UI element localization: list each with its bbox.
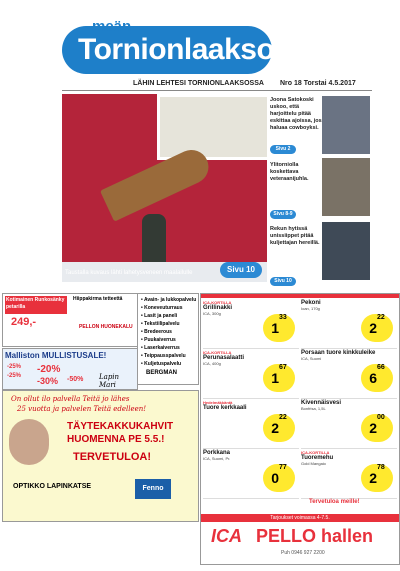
side-photo-1[interactable] — [322, 96, 370, 154]
offer-price-cents: 33 — [279, 314, 287, 321]
masthead-subtitle: LÄHIN LEHTESI TORNIONLAAKSOSSA — [133, 80, 264, 87]
offer-name: Kivennäisvesi — [301, 400, 342, 406]
ad-malliston-pct4: -30% — [37, 376, 59, 386]
ad-malliston-pct1: -25% — [7, 364, 22, 370]
ica-top-bar — [201, 294, 399, 298]
service-item: • Avain- ja lukkopalvelu — [141, 297, 197, 303]
offer-price-whole: 2 — [369, 320, 377, 336]
service-item: • Puukaiverrus — [141, 337, 176, 343]
ica-right-offer[interactable] — [301, 450, 397, 499]
offer-price — [361, 364, 393, 392]
service-item: • Lasit ja paneli — [141, 313, 178, 319]
offer-price-whole: 2 — [271, 420, 279, 436]
ad-malliston-pct2: -20% — [37, 364, 61, 375]
offer-sub: ICA, Suomi — [301, 356, 322, 361]
side-badge-2[interactable]: Sivu 8-9 — [270, 210, 296, 219]
ica-logo: ICA — [211, 526, 242, 546]
ad-furniture-title2: Hiippakirma tetteettä — [73, 296, 123, 302]
ica-right-offer[interactable] — [301, 300, 397, 349]
lead-photo[interactable] — [62, 94, 267, 282]
offer-price — [361, 414, 393, 442]
masthead-mean: meän — [92, 18, 132, 35]
offer-price-cents: 77 — [279, 464, 287, 471]
offer-name: Perunasalaatti — [203, 355, 245, 361]
offer-price-whole: 1 — [271, 320, 279, 336]
offer-kind: ICA-KORTILLA — [203, 300, 232, 305]
offer-name: Pekoni — [301, 300, 321, 306]
offer-price — [263, 364, 295, 392]
offer-price — [263, 414, 295, 442]
side-story-1[interactable]: Joona Satokoski uskoo, että harjoittelu pitää eskittaa ajoissa, jos haluaa cowboyksi. — [270, 97, 322, 131]
side-story-3[interactable]: Rekun hytissä unissiippet pitää kuljettajan hereillä. — [270, 226, 320, 246]
service-item: • Tekstiilipalvelu — [141, 321, 180, 327]
ica-right-offer[interactable] — [301, 400, 397, 449]
ad-optikko-line1: On ollut ilo palvella Teitä jo lähes — [11, 395, 130, 403]
masthead-title: Tornionlaakso — [78, 33, 275, 66]
ica-left-offer[interactable] — [203, 400, 299, 449]
ad-services-list — [141, 296, 197, 368]
side-badge-1[interactable]: Sivu 2 — [270, 145, 296, 154]
ad-malliston-title: Malliston MULLISTUSALE! — [5, 351, 107, 360]
ad-fenno: Fenno — [135, 479, 171, 499]
ad-ica[interactable] — [200, 293, 400, 565]
offer-price — [361, 464, 393, 492]
offer-kind: ICA-KORTILLA — [301, 450, 330, 455]
offer-name: Tuoremehu — [301, 455, 334, 461]
offer-price-cents: 67 — [279, 364, 287, 371]
ica-phone: Puh 0946 927 2200 — [281, 550, 325, 556]
ica-footer: Tarjoukset voimassa 4-7.5. — [201, 514, 399, 522]
offer-sub: ICA, 400g — [203, 361, 221, 366]
ica-left-offer[interactable] — [203, 350, 299, 399]
issue-info: Nro 18 Torstai 4.5.2017 — [280, 80, 356, 87]
service-item: • Laserkaiverrus — [141, 345, 180, 351]
offer-price-whole: 2 — [369, 470, 377, 486]
offer-price-whole: 0 — [271, 470, 279, 486]
side-badge-3[interactable]: Sivu 10 — [270, 277, 296, 286]
offer-kind: Hedelmäkkäntä — [203, 400, 233, 405]
offer-sub: ICA, Suomi, Pr. — [203, 456, 231, 461]
offer-price-cents: 22 — [279, 414, 287, 421]
offer-price-cents: 66 — [377, 364, 385, 371]
offer-sub: Bonfrisa, 1,5L — [301, 406, 326, 411]
side-photo-2[interactable] — [322, 158, 370, 216]
ica-welcome: Tervetuloa meille! — [309, 499, 360, 505]
service-item: • Koneveuturraus — [141, 305, 183, 311]
lead-page-badge[interactable]: Sivu 10 — [220, 262, 262, 278]
ica-store-name: PELLO hallen — [256, 526, 374, 546]
ad-furniture[interactable] — [2, 293, 138, 347]
ad-furniture-title: Kotimainen Runkosänky petarilla — [5, 296, 67, 314]
offer-price-whole: 2 — [369, 420, 377, 436]
offer-sub: ICA, 300g — [203, 311, 221, 316]
offer-price-cents: 00 — [377, 414, 385, 421]
offer-sub: Ioan, 170g — [301, 306, 320, 311]
ad-optikko-headline: TÄYTEKAKKUKAHVIT — [67, 421, 174, 432]
ad-malliston-brand: Lapin Mari — [99, 373, 120, 389]
ica-right-column — [301, 300, 397, 500]
ad-malliston-pct3: -25% — [7, 373, 22, 379]
offer-price — [263, 314, 295, 342]
offer-kind: ICA-KORTILLA — [203, 350, 232, 355]
ad-malliston-pct5: -50% — [67, 376, 84, 383]
service-item: • Bredeerous — [141, 329, 172, 335]
divider — [62, 90, 372, 91]
offer-name: Porkkana — [203, 450, 231, 456]
photo-window — [157, 94, 267, 160]
ad-optikko-headline2: HUOMENNA PE 5.5.! — [67, 434, 165, 445]
ad-services-brand: BERGMAN — [146, 370, 177, 376]
offer-price-whole: 6 — [369, 370, 377, 386]
ad-optikko-welcome: TERVETULOA! — [73, 451, 152, 463]
offer-sub: Gold Mangaio — [301, 461, 326, 466]
offer-price — [263, 464, 295, 492]
ica-left-column — [203, 300, 299, 500]
ad-optikko-line2: 25 vuotta ja palvelen Teitä edelleen! — [17, 405, 147, 413]
offer-price-cents: 78 — [377, 464, 385, 471]
ad-furniture-price: 249,- — [11, 316, 37, 328]
offer-price — [361, 314, 393, 342]
ad-services[interactable] — [137, 293, 199, 385]
service-item: • Kuljetuspalvelu — [141, 361, 182, 367]
offer-price-whole: 1 — [271, 370, 279, 386]
side-story-2[interactable]: Ylitorniolla koskettava veteraanijuhla. — [270, 162, 309, 182]
ica-left-offer[interactable] — [203, 300, 299, 349]
offer-name: Tuore kerkkaali — [203, 405, 247, 411]
ad-optikko-portrait — [9, 419, 49, 465]
ad-optikko[interactable] — [2, 390, 199, 522]
ad-optikko-brand: OPTIKKO LAPINKATSE — [13, 483, 92, 490]
service-item: • Teippausspalvelu — [141, 353, 186, 359]
ica-left-offer[interactable] — [203, 450, 299, 499]
side-photo-3[interactable] — [322, 222, 370, 280]
ad-furniture-brand: PELLON HUONEKALU — [79, 324, 133, 330]
offer-price-cents: 22 — [377, 314, 385, 321]
offer-name: Porsaan tuore kinkkuleike — [301, 350, 376, 356]
lead-caption: Taustalla kuvaus lähti lahetysveneen maalailulle — [65, 270, 193, 276]
ad-malliston[interactable] — [2, 348, 138, 390]
offer-name: Grillinakki — [203, 305, 233, 311]
ica-right-offer[interactable] — [301, 350, 397, 399]
